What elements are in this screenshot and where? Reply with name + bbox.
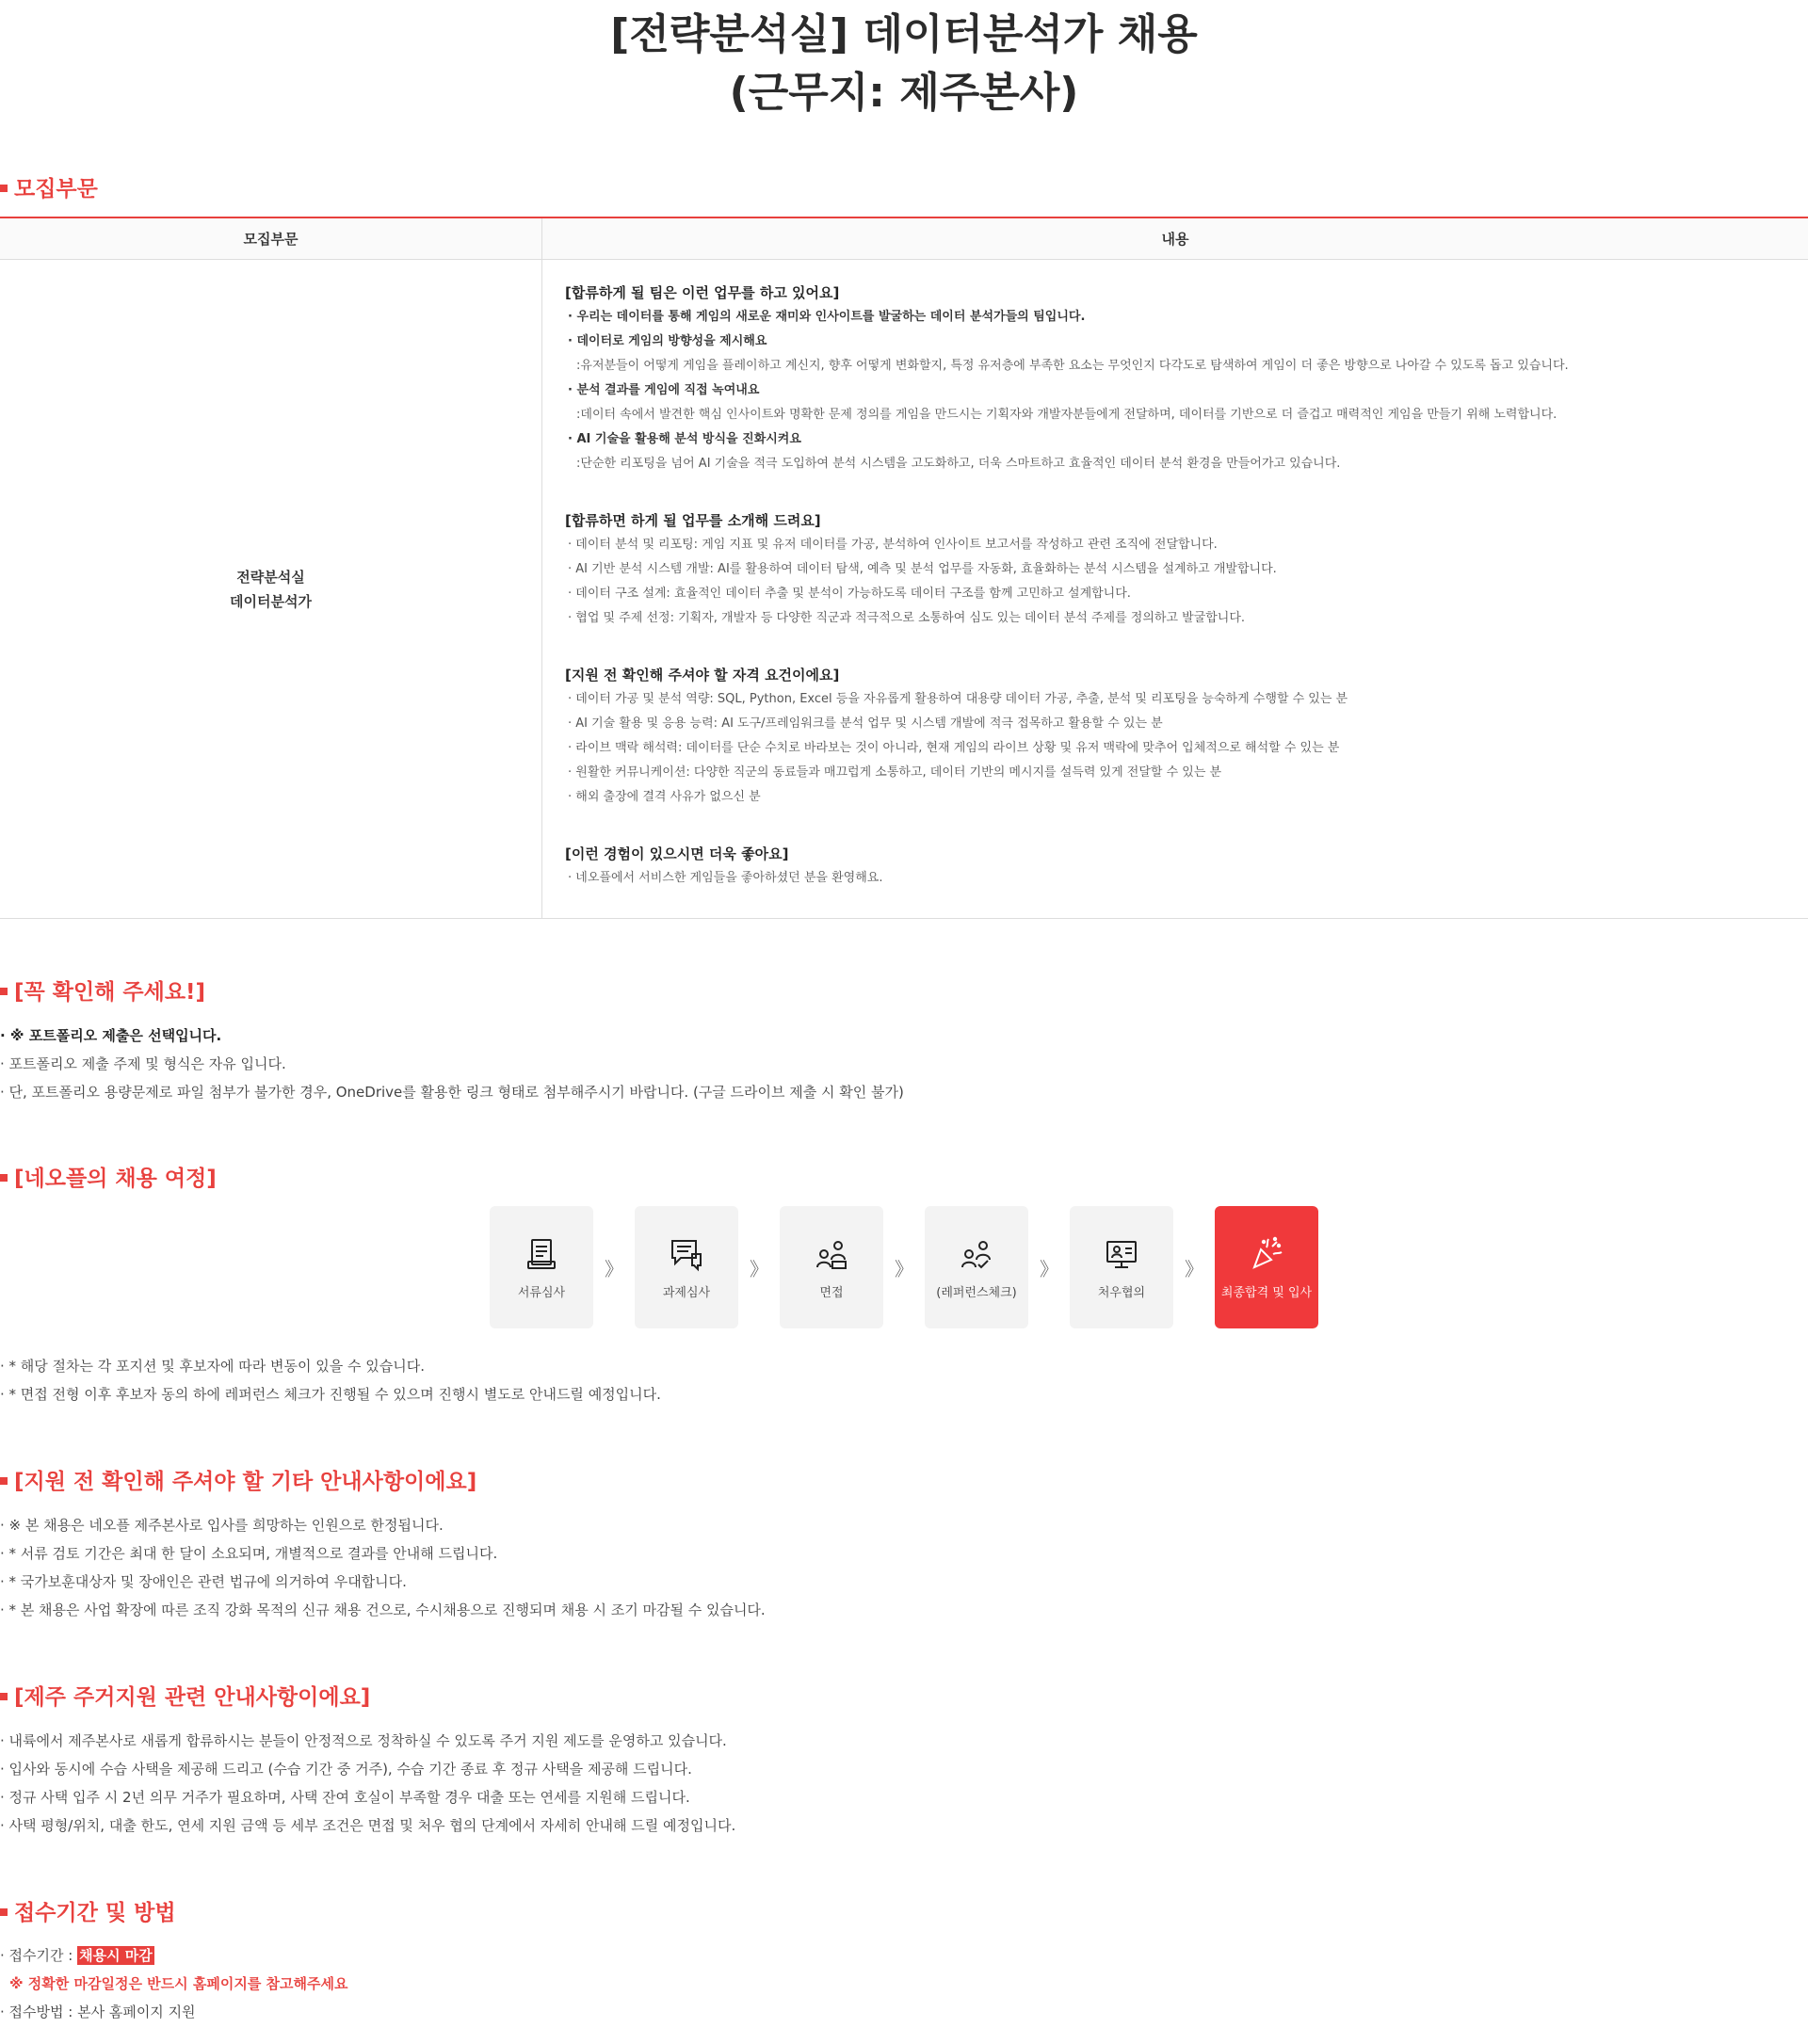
list-item: · 데이터 분석 및 리포팅: 게임 지표 및 유저 데이터를 가공, 분석하여 인사이트 보고서를 작성하고 관련 조직에 전달합니다.	[568, 538, 1218, 552]
content-group-title: [합류하면 하게 될 업무를 소개해 드려요]	[565, 512, 821, 529]
bullet-square-icon	[0, 185, 8, 192]
content-group	[565, 508, 1808, 631]
list-item: · ※ 본 채용은 네오플 제주본사로 입사를 희망하는 인원으로 한정됩니다.	[0, 1517, 444, 1534]
list-item: · 해외 출장에 결격 사유가 없으신 분	[568, 790, 761, 804]
table-header-dept: 모집부문	[0, 218, 542, 259]
list-item: :유저분들이 어떻게 게임을 플레이하고 계신지, 향후 어떻게 변화할지, 특정 유저층에 부족한 요소는 무엇인지 다각도로 탐색하여 게임이 더 좋은 방향으로 나아갈 수 있도록 돕고 있습니다.	[576, 359, 1569, 373]
content-group-title: [이런 경험이 있으시면 더욱 좋아요]	[565, 845, 789, 862]
document-icon	[523, 1235, 560, 1273]
recruit-table	[0, 217, 1808, 919]
content-group	[565, 842, 1808, 891]
content-cell	[542, 260, 1808, 918]
step-arrow-icon: 》	[750, 1257, 768, 1280]
section-heading-etc: [지원 전 확인해 주셔야 할 기타 안내사항이에요]	[0, 1468, 476, 1496]
dept-role: 데이터분석가	[230, 592, 312, 610]
list-item: · 데이터 구조 설계: 효율적인 데이터 추출 및 분석이 가능하도록 데이터 구조를 함께 고민하고 설계합니다.	[568, 587, 1131, 601]
step-arrow-icon: 》	[1185, 1257, 1203, 1280]
step-arrow-icon: 》	[1040, 1257, 1058, 1280]
step-negotiation: 처우협의	[1070, 1206, 1173, 1328]
list-item: · 분석 결과를 게임에 직접 녹여내요	[568, 383, 760, 397]
negotiation-monitor-icon	[1103, 1235, 1140, 1273]
content-group-title: [합류하게 될 팀은 이런 업무를 하고 있어요]	[565, 284, 840, 301]
apply-list	[0, 1941, 347, 2026]
list-item: · 데이터 가공 및 분석 역량: SQL, Python, Excel 등을 자유롭게 활용하여 대용량 데이터 가공, 추출, 분석 및 리포팅을 능숙하게 수행할 수 있는 분	[568, 692, 1348, 706]
apply-period-highlight: 채용시 마감	[79, 1947, 153, 1964]
list-item: · AI 기술을 활용해 분석 방식을 진화시켜요	[568, 432, 801, 446]
page-title	[0, 6, 1808, 122]
list-item: · 입사와 동시에 수습 사택을 제공해 드리고 (수습 기간 중 거주), 수습 기간 종료 후 정규 사택을 제공해 드립니다.	[0, 1761, 692, 1778]
page-title-line1: [전략분석실] 데이터분석가 채용	[610, 10, 1198, 58]
section-heading-recruit: 모집부문	[0, 175, 98, 203]
dept-cell	[0, 260, 542, 918]
content-group-title: [지원 전 확인해 주셔야 할 자격 요건이에요]	[565, 667, 840, 684]
bullet-square-icon	[0, 1908, 8, 1916]
list-item: :단순한 리포팅을 넘어 AI 기술을 적극 도입하여 분석 시스템을 고도화하고, 더욱 스마트하고 효율적인 데이터 분석 환경을 만들어가고 있습니다.	[576, 457, 1341, 471]
list-item: · 원활한 커뮤니케이션: 다양한 직군의 동료들과 매끄럽게 소통하고, 데이터 기반의 메시지를 설득력 있게 전달할 수 있는 분	[568, 765, 1222, 780]
section-heading-housing: [제주 주거지원 관련 안내사항이에요]	[0, 1683, 370, 1712]
list-item: · 포트폴리오 제출 주제 및 형식은 자유 입니다.	[0, 1055, 286, 1072]
dept-name: 전략분석실	[236, 568, 305, 586]
list-item: · 라이브 맥락 해석력: 데이터를 단순 수치로 바라보는 것이 아니라, 현재 게임의 라이브 상황 및 유저 맥락에 맞추어 입체적으로 해석할 수 있는 분	[568, 741, 1340, 755]
process-notes	[0, 1352, 661, 1408]
page-title-line2: (근무지: 제주본사)	[729, 69, 1079, 117]
section-heading-process: [네오플의 채용 여정]	[0, 1165, 217, 1193]
step-assignment-review: 과제심사	[635, 1206, 738, 1328]
interview-icon	[813, 1235, 850, 1273]
list-item: · * 해당 절차는 각 포지션 및 후보자에 따라 변동이 있을 수 있습니다.	[0, 1358, 425, 1375]
list-item: · AI 기반 분석 시스템 개발: AI를 활용하여 데이터 탐색, 예측 및 분석 업무를 자동화, 효율화하는 분석 시스템을 설계하고 개발합니다.	[568, 562, 1277, 576]
table-row	[0, 260, 1808, 918]
bullet-square-icon	[0, 1477, 8, 1485]
section-heading-apply: 접수기간 및 방법	[0, 1899, 176, 1927]
list-item: · 정규 사택 입주 시 2년 의무 거주가 필요하며, 사택 잔여 호실이 부족할 경우 대출 또는 연세를 지원해 드립니다.	[0, 1789, 690, 1806]
bullet-square-icon	[0, 1174, 8, 1182]
list-item: · 내륙에서 제주본사로 새롭게 합류하시는 분들이 안정적으로 정착하실 수 있도록 주거 지원 제도를 운영하고 있습니다.	[0, 1732, 727, 1749]
list-item: · * 서류 검토 기간은 최대 한 달이 소요되며, 개별적으로 결과를 안내해 드립니다.	[0, 1545, 498, 1562]
list-item: · ※ 포트폴리오 제출은 선택입니다.	[0, 1027, 222, 1044]
step-interview: 면접	[780, 1206, 883, 1328]
list-item: :데이터 속에서 발견한 핵심 인사이트와 명확한 문제 정의를 게임을 만드시는 기획자와 개발자분들에게 전달하며, 데이터를 기반으로 더 즐겁고 매력적인 게임을 만들기 위해 노력합니다.	[576, 408, 1558, 422]
chat-task-icon	[668, 1235, 705, 1273]
table-header-content: 내용	[1161, 231, 1189, 248]
step-arrow-icon: 》	[895, 1257, 913, 1280]
list-item: · * 면접 전형 이후 후보자 동의 하에 레퍼런스 체크가 진행될 수 있으며 진행시 별도로 안내드릴 예정입니다.	[0, 1386, 661, 1403]
list-item: · AI 기술 활용 및 응용 능력: AI 도구/프레임워크를 분석 업무 및 시스템 개발에 적극 접목하고 활용할 수 있는 분	[568, 716, 1163, 731]
step-arrow-icon: 》	[605, 1257, 623, 1280]
step-document-review: 서류심사	[490, 1206, 593, 1328]
content-group	[565, 281, 1808, 476]
list-item: · 데이터로 게임의 방향성을 제시해요	[568, 334, 767, 348]
party-popper-icon	[1248, 1235, 1285, 1273]
list-item: · 사택 평형/위치, 대출 한도, 연세 지원 금액 등 세부 조건은 면접 및 처우 협의 단계에서 자세히 안내해 드릴 예정입니다.	[0, 1817, 736, 1834]
apply-period: · 접수기간 : 채용시 마감	[0, 1947, 153, 1964]
content-group	[565, 663, 1808, 810]
list-item: · * 국가보훈대상자 및 장애인은 관련 법규에 의거하여 우대합니다.	[0, 1573, 407, 1590]
list-item: · 네오플에서 서비스한 게임들을 좋아하셨던 분을 환영해요.	[568, 871, 883, 885]
section-heading-notice: [꼭 확인해 주세요!]	[0, 978, 205, 1006]
reference-check-icon	[958, 1235, 995, 1273]
process-steps	[490, 1206, 1318, 1328]
list-item: · 협업 및 주제 선정: 기획자, 개발자 등 다양한 직군과 적극적으로 소통하여 심도 있는 데이터 분석 주제를 정의하고 발굴합니다.	[568, 611, 1246, 625]
housing-list	[0, 1727, 735, 1840]
list-item: · * 본 채용은 사업 확장에 따른 조직 강화 목적의 신규 채용 건으로, 수시채용으로 진행되며 채용 시 조기 마감될 수 있습니다.	[0, 1601, 766, 1618]
etc-list	[0, 1511, 766, 1624]
bullet-square-icon	[0, 988, 8, 995]
apply-warning: ※ 정확한 마감일정은 반드시 홈페이지를 참고해주세요	[9, 1975, 348, 1992]
list-item: · 우리는 데이터를 통해 게임의 새로운 재미와 인사이트를 발굴하는 데이터 분석가들의 팀입니다.	[568, 310, 1086, 324]
list-item: · 단, 포트폴리오 용량문제로 파일 첨부가 불가한 경우, OneDrive를 활용한 링크 형태로 첨부해주시기 바랍니다. (구글 드라이브 제출 시 확인 불가)	[0, 1084, 904, 1101]
table-header-row	[0, 218, 1808, 260]
bullet-square-icon	[0, 1693, 8, 1700]
apply-method: · 접수방법 : 본사 홈페이지 지원	[0, 2004, 196, 2020]
step-final-hire: 최종합격 및 입사	[1215, 1206, 1318, 1328]
step-reference-check: (레퍼런스체크)	[925, 1206, 1028, 1328]
notice-list	[0, 1022, 904, 1106]
